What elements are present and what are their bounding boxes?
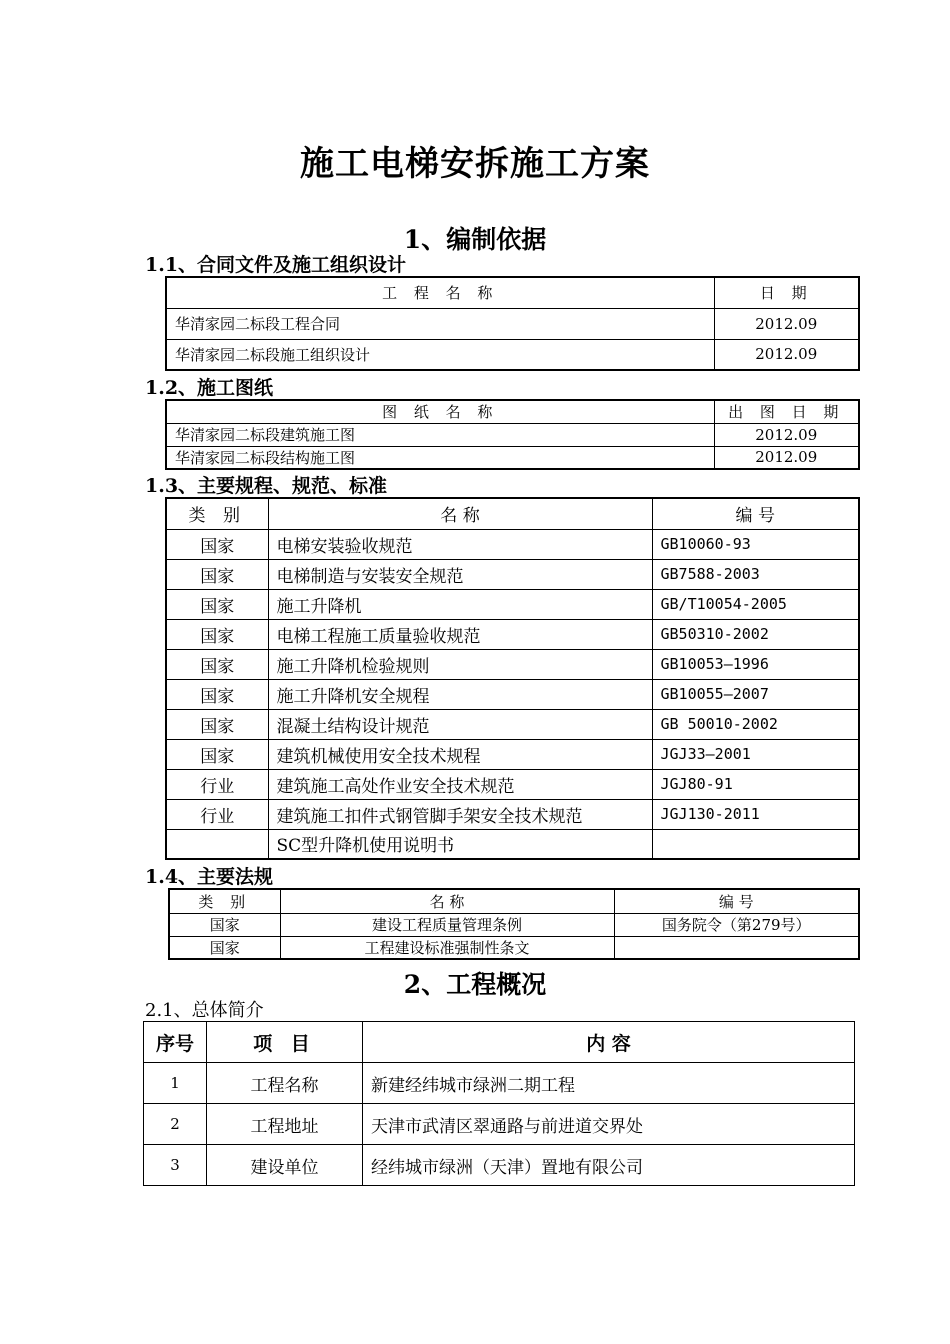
drawings-table bbox=[165, 399, 860, 470]
subsection-1-2-heading: 1.2、施工图纸 bbox=[145, 377, 274, 399]
table-cell: GB/T10054-2005 bbox=[652, 589, 859, 619]
overview-table bbox=[143, 1021, 855, 1186]
table-cell: 施工升降机安全规程 bbox=[268, 679, 652, 709]
table-row bbox=[166, 446, 859, 469]
table-cell: 国家 bbox=[169, 936, 280, 959]
table-cell: 电梯安装验收规范 bbox=[268, 529, 652, 559]
table-header-row bbox=[166, 277, 859, 308]
table-cell: JGJ80-91 bbox=[652, 769, 859, 799]
table-cell: 工程名称 bbox=[207, 1063, 363, 1104]
table-row bbox=[166, 529, 859, 559]
table-cell: GB10053—1996 bbox=[652, 649, 859, 679]
table-cell: 国务院令（第279号） bbox=[614, 913, 859, 936]
header-cell: 内 容 bbox=[363, 1022, 855, 1063]
table-cell: 国家 bbox=[166, 709, 268, 739]
table-header-row bbox=[166, 400, 859, 423]
table-cell bbox=[614, 936, 859, 959]
section-2-heading: 2、工程概况 bbox=[403, 970, 547, 999]
header-cell: 出 图 日 期 bbox=[714, 400, 859, 423]
table-cell: 工程建设标准强制性条文 bbox=[280, 936, 614, 959]
table-cell: 建筑施工扣件式钢管脚手架安全技术规范 bbox=[268, 799, 652, 829]
table-row bbox=[166, 739, 859, 769]
table-header-row bbox=[144, 1022, 855, 1063]
table-cell: 经纬城市绿洲（天津）置地有限公司 bbox=[363, 1145, 855, 1186]
header-cell: 日 期 bbox=[714, 277, 859, 308]
table-cell: 国家 bbox=[169, 913, 280, 936]
header-cell: 名 称 bbox=[268, 498, 652, 529]
table-cell: 建设单位 bbox=[207, 1145, 363, 1186]
table-cell: GB 50010-2002 bbox=[652, 709, 859, 739]
table-row bbox=[169, 913, 859, 936]
section-1-heading: 1、编制依据 bbox=[403, 225, 547, 254]
header-cell: 名 称 bbox=[280, 889, 614, 913]
table-cell: 国家 bbox=[166, 679, 268, 709]
table-cell: 国家 bbox=[166, 739, 268, 769]
regulations-table bbox=[168, 888, 860, 960]
table-cell: 建筑机械使用安全技术规程 bbox=[268, 739, 652, 769]
table-cell: JGJ130-2011 bbox=[652, 799, 859, 829]
table-cell: 施工升降机 bbox=[268, 589, 652, 619]
table-row bbox=[166, 679, 859, 709]
table-cell: 国家 bbox=[166, 559, 268, 589]
subsection-1-3-heading: 1.3、主要规程、规范、标准 bbox=[145, 475, 388, 497]
table-cell: 2012.09 bbox=[714, 423, 859, 446]
table-cell: 行业 bbox=[166, 799, 268, 829]
table-cell: 2012.09 bbox=[714, 446, 859, 469]
table-row bbox=[166, 769, 859, 799]
table-cell: GB10055—2007 bbox=[652, 679, 859, 709]
table-row bbox=[166, 559, 859, 589]
subsection-1-1-heading: 1.1、合同文件及施工组织设计 bbox=[145, 254, 407, 276]
table-cell bbox=[166, 829, 268, 859]
table-cell bbox=[652, 829, 859, 859]
table-cell: 混凝土结构设计规范 bbox=[268, 709, 652, 739]
table-cell: 华清家园二标段建筑施工图 bbox=[166, 423, 714, 446]
table-cell: 国家 bbox=[166, 589, 268, 619]
header-cell: 工 程 名 称 bbox=[166, 277, 714, 308]
standards-table-body bbox=[166, 529, 859, 859]
table-cell: 施工升降机检验规则 bbox=[268, 649, 652, 679]
table-row bbox=[144, 1145, 855, 1186]
table-row bbox=[166, 709, 859, 739]
table-cell: 华清家园二标段施工组织设计 bbox=[166, 339, 714, 370]
table-cell: GB7588-2003 bbox=[652, 559, 859, 589]
table-row bbox=[166, 799, 859, 829]
table-cell: 2 bbox=[144, 1104, 207, 1145]
table-cell: 华清家园二标段结构施工图 bbox=[166, 446, 714, 469]
document-title: 施工电梯安拆施工方案 bbox=[300, 144, 650, 184]
table-cell: GB10060-93 bbox=[652, 529, 859, 559]
header-cell: 类 别 bbox=[166, 498, 268, 529]
table-cell: 建设工程质量管理条例 bbox=[280, 913, 614, 936]
table-cell: 电梯制造与安装安全规范 bbox=[268, 559, 652, 589]
header-cell: 编 号 bbox=[652, 498, 859, 529]
table-cell: 华清家园二标段工程合同 bbox=[166, 308, 714, 339]
standards-table bbox=[165, 497, 860, 860]
table-row bbox=[144, 1104, 855, 1145]
table-row bbox=[166, 619, 859, 649]
table-row bbox=[169, 936, 859, 959]
table-cell: 国家 bbox=[166, 529, 268, 559]
table-cell: 行业 bbox=[166, 769, 268, 799]
table-cell: GB50310-2002 bbox=[652, 619, 859, 649]
subsection-2-1-heading: 2.1、总体简介 bbox=[145, 1000, 264, 1021]
table-row bbox=[144, 1063, 855, 1104]
table-cell: 天津市武清区翠通路与前进道交界处 bbox=[363, 1104, 855, 1145]
table-cell: 1 bbox=[144, 1063, 207, 1104]
table-cell: 2012.09 bbox=[714, 339, 859, 370]
header-cell: 项 目 bbox=[207, 1022, 363, 1063]
header-cell: 图 纸 名 称 bbox=[166, 400, 714, 423]
contract-docs-table bbox=[165, 276, 860, 371]
header-cell: 编 号 bbox=[614, 889, 859, 913]
table-cell: SC型升降机使用说明书 bbox=[268, 829, 652, 859]
table-cell: 电梯工程施工质量验收规范 bbox=[268, 619, 652, 649]
table-cell: 国家 bbox=[166, 619, 268, 649]
table-cell: 建筑施工高处作业安全技术规范 bbox=[268, 769, 652, 799]
subsection-1-4-heading: 1.4、主要法规 bbox=[145, 866, 274, 888]
table-row bbox=[166, 649, 859, 679]
table-cell: 3 bbox=[144, 1145, 207, 1186]
table-cell: JGJ33—2001 bbox=[652, 739, 859, 769]
table-cell: 工程地址 bbox=[207, 1104, 363, 1145]
table-row bbox=[166, 829, 859, 859]
table-row bbox=[166, 423, 859, 446]
table-cell: 新建经纬城市绿洲二期工程 bbox=[363, 1063, 855, 1104]
table-cell: 国家 bbox=[166, 649, 268, 679]
table-row bbox=[166, 589, 859, 619]
table-header-row bbox=[169, 889, 859, 913]
table-cell: 2012.09 bbox=[714, 308, 859, 339]
table-row bbox=[166, 339, 859, 370]
header-cell: 类 别 bbox=[169, 889, 280, 913]
header-cell: 序号 bbox=[144, 1022, 207, 1063]
table-row bbox=[166, 308, 859, 339]
table-header-row bbox=[166, 498, 859, 529]
